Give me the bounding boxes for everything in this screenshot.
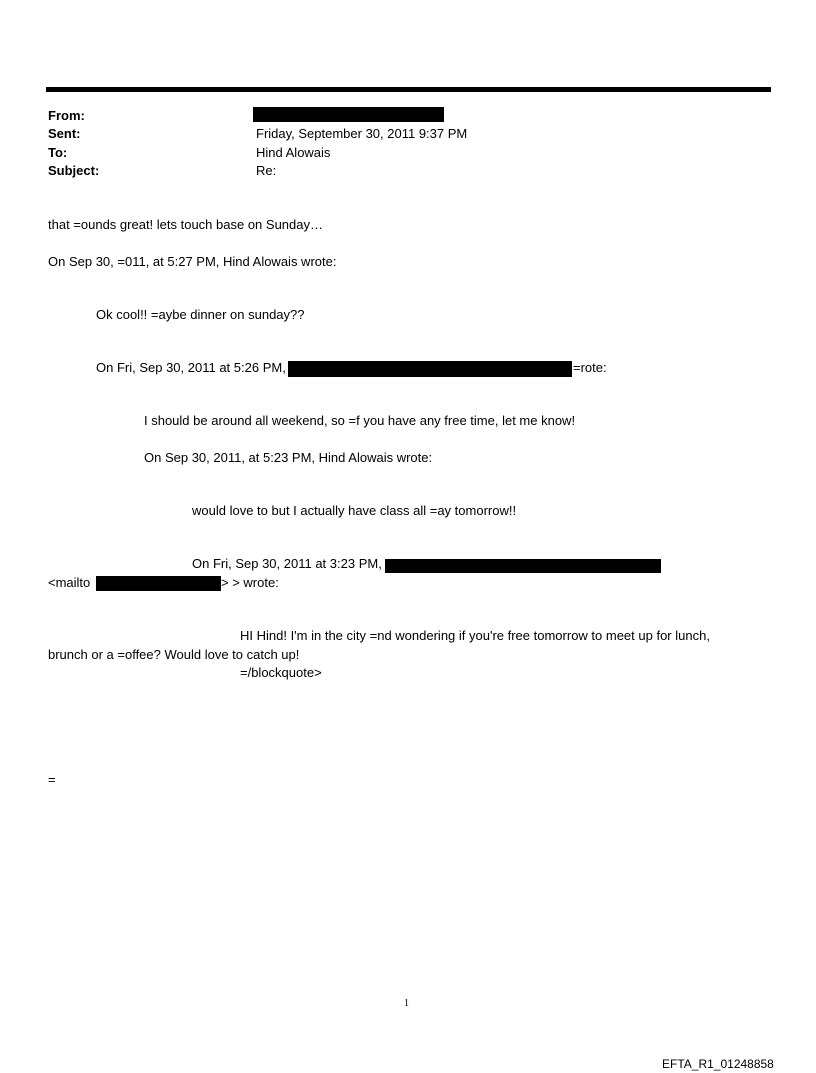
- quote2-attribution-prefix: On Fri, Sep 30, 2011 at 5:26 PM,: [96, 360, 286, 375]
- quote4-text-line-1: HI Hind! I'm in the city =nd wondering if you're free tomorrow to meet up for lunch,: [240, 628, 710, 643]
- mailto-suffix: > > wrote:: [221, 575, 279, 590]
- redacted-sender-3: [385, 559, 661, 573]
- sent-value: Friday, September 30, 2011 9:37 PM: [256, 126, 468, 141]
- blockquote-close: =/blockquote>: [240, 665, 322, 680]
- from-label: From:: [48, 108, 85, 123]
- to-label: To:: [48, 145, 68, 160]
- redacted-sender-2: [288, 361, 572, 377]
- redacted-sender: [253, 107, 444, 122]
- quote2-attribution-suffix: =rote:: [573, 360, 607, 375]
- trailing-equals: =: [48, 772, 56, 787]
- quote2-text: I should be around all weekend, so =f you have any free time, let me know!: [144, 413, 576, 428]
- mailto-prefix: <mailto: [48, 575, 91, 590]
- header-rule: [46, 87, 771, 92]
- quote3-attribution: On Sep 30, 2011, at 5:23 PM, Hind Alowais wrote:: [144, 450, 433, 465]
- quote3-text: would love to but I actually have class all =ay tomorrow!!: [192, 503, 517, 518]
- quote4-text-line-2: brunch or a =offee? Would love to catch up!: [48, 647, 300, 662]
- quote1-attribution: On Sep 30, =011, at 5:27 PM, Hind Alowais wrote:: [48, 254, 337, 269]
- document-id: EFTA_R1_01248858: [662, 1057, 774, 1071]
- redacted-email: [96, 576, 221, 591]
- body-line-1: that =ounds great! lets touch base on Sunday…: [48, 217, 323, 232]
- subject-label: Subject:: [48, 163, 100, 178]
- page-number: 1: [404, 998, 409, 1009]
- sent-label: Sent:: [48, 126, 81, 141]
- quote4-attribution-prefix: On Fri, Sep 30, 2011 at 3:23 PM,: [192, 556, 382, 571]
- quote1-text: Ok cool!! =aybe dinner on sunday??: [96, 307, 305, 322]
- to-value: Hind Alowais: [256, 145, 331, 160]
- subject-value: Re:: [256, 163, 277, 178]
